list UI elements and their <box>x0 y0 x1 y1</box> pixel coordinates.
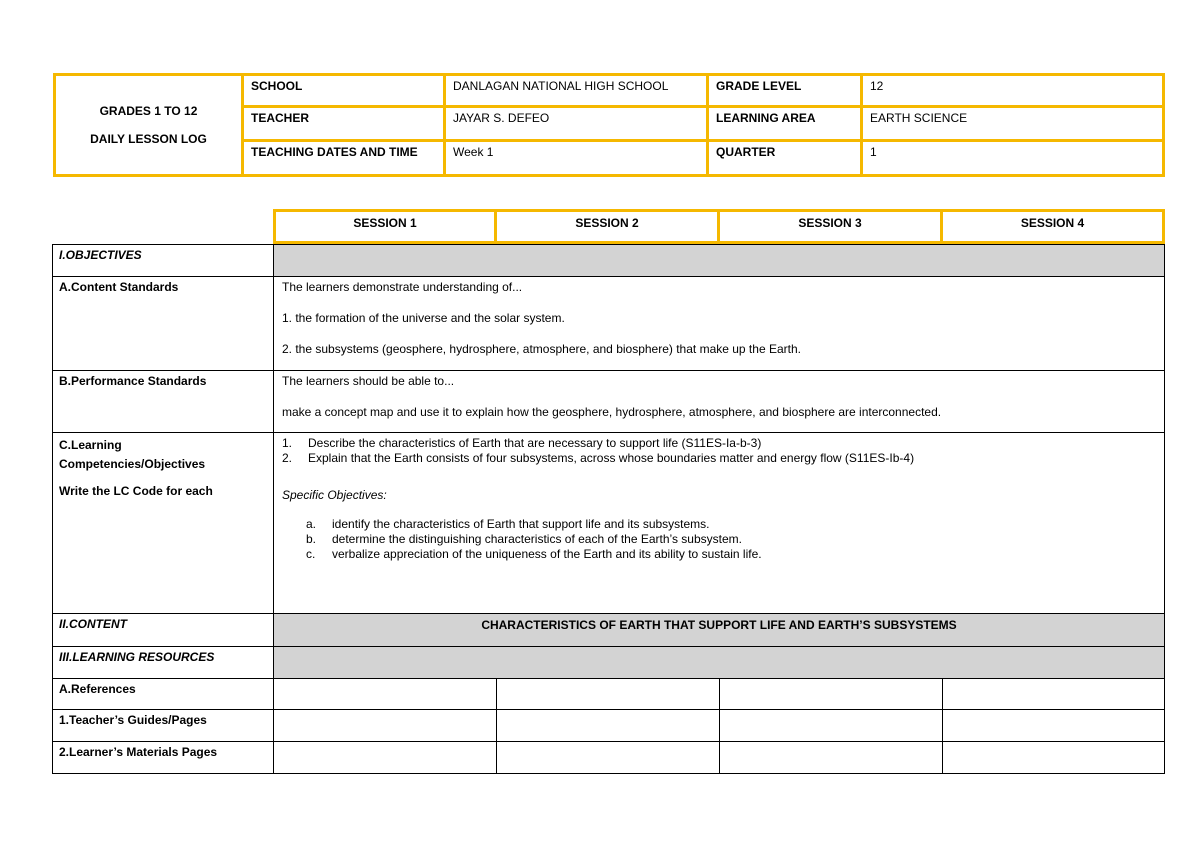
teacher-value: JAYAR S. DEFEO <box>443 105 709 142</box>
learning-area-label: LEARNING AREA <box>706 105 863 142</box>
teachers-guides-session-4-cell <box>942 709 1165 742</box>
specific-objective-item: a. identify the characteristics of Earth that support life and its subsystems. <box>306 517 710 531</box>
references-session-2-cell <box>496 678 720 710</box>
log-title-block <box>53 73 244 177</box>
references-session-1-cell <box>273 678 497 710</box>
learners-materials-session-2-cell <box>496 741 720 774</box>
competencies-cell <box>273 432 1165 614</box>
school-value: DANLAGAN NATIONAL HIGH SCHOOL <box>443 73 709 108</box>
performance-standards-label: B.Performance Standards <box>52 370 274 433</box>
session-4-header: SESSION 4 <box>940 209 1165 244</box>
grade-level-value: 12 <box>860 73 1165 108</box>
session-1-header: SESSION 1 <box>273 209 497 244</box>
learners-materials-session-1-cell <box>273 741 497 774</box>
teachers-guides-session-1-cell <box>273 709 497 742</box>
competency-item: 2. Explain that the Earth consists of four subsystems, across whose boundaries matter and energy flow (S11ES-Ib-4) <box>282 451 915 465</box>
session-2-header: SESSION 2 <box>494 209 720 244</box>
teaching-dates-label: TEACHING DATES AND TIME <box>241 139 446 177</box>
competencies-label-line3: Write the LC Code for each <box>59 484 213 498</box>
performance-standards-item: make a concept map and use it to explain how the geosphere, hydrosphere, atmosphere, and biosphere are interconnected. <box>282 405 942 419</box>
objectives-heading: I.OBJECTIVES <box>52 244 274 277</box>
teacher-label: TEACHER <box>241 105 446 142</box>
competencies-label <box>52 432 274 614</box>
content-standards-item-2: 2. the subsystems (geosphere, hydrosphere, atmosphere, and biosphere) that make up the Earth. <box>282 342 801 356</box>
learners-materials-session-4-cell <box>942 741 1165 774</box>
specific-objective-item: c. verbalize appreciation of the uniqueness of the Earth and its ability to sustain life. <box>306 547 762 561</box>
quarter-label: QUARTER <box>706 139 863 177</box>
content-standards-label: A.Content Standards <box>52 276 274 371</box>
log-title-line1: GRADES 1 TO 12 <box>99 104 198 118</box>
content-standards-cell <box>273 276 1165 371</box>
references-session-4-cell <box>942 678 1165 710</box>
references-label: A.References <box>52 678 274 710</box>
content-standards-item-1: 1. the formation of the universe and the solar system. <box>282 311 565 325</box>
specific-objectives-heading: Specific Objectives: <box>282 488 387 502</box>
performance-standards-cell <box>273 370 1165 433</box>
learners-materials-label: 2.Learner’s Materials Pages <box>52 741 274 774</box>
specific-objectives-list <box>282 517 1156 562</box>
competencies-list <box>282 436 1156 466</box>
learners-materials-session-3-cell <box>719 741 943 774</box>
learning-area-value: EARTH SCIENCE <box>860 105 1165 142</box>
learning-resources-shaded-cell <box>273 646 1165 679</box>
grade-level-label: GRADE LEVEL <box>706 73 863 108</box>
teachers-guides-session-2-cell <box>496 709 720 742</box>
competencies-label-line1: C.Learning <box>59 438 122 452</box>
quarter-value: 1 <box>860 139 1165 177</box>
teachers-guides-session-3-cell <box>719 709 943 742</box>
specific-objective-item: b. determine the distinguishing characteristics of each of the Earth’s subsystem. <box>306 532 742 546</box>
teaching-dates-value: Week 1 <box>443 139 709 177</box>
content-value: CHARACTERISTICS OF EARTH THAT SUPPORT LIFE AND EARTH’S SUBSYSTEMS <box>273 613 1165 647</box>
objectives-shaded-cell <box>273 244 1165 277</box>
references-session-3-cell <box>719 678 943 710</box>
session-3-header: SESSION 3 <box>717 209 943 244</box>
teachers-guides-label: 1.Teacher’s Guides/Pages <box>52 709 274 742</box>
performance-standards-intro: The learners should be able to... <box>282 374 455 388</box>
learning-resources-heading: III.LEARNING RESOURCES <box>52 646 274 679</box>
school-label: SCHOOL <box>241 73 446 108</box>
competencies-label-line2: Competencies/Objectives <box>59 457 206 471</box>
competency-item: 1. Describe the characteristics of Earth that are necessary to support life (S11ES-Ia-b-3) <box>282 436 762 450</box>
content-heading: II.CONTENT <box>52 613 274 647</box>
content-standards-intro: The learners demonstrate understanding of... <box>282 280 523 294</box>
log-title-line2: DAILY LESSON LOG <box>90 132 207 146</box>
